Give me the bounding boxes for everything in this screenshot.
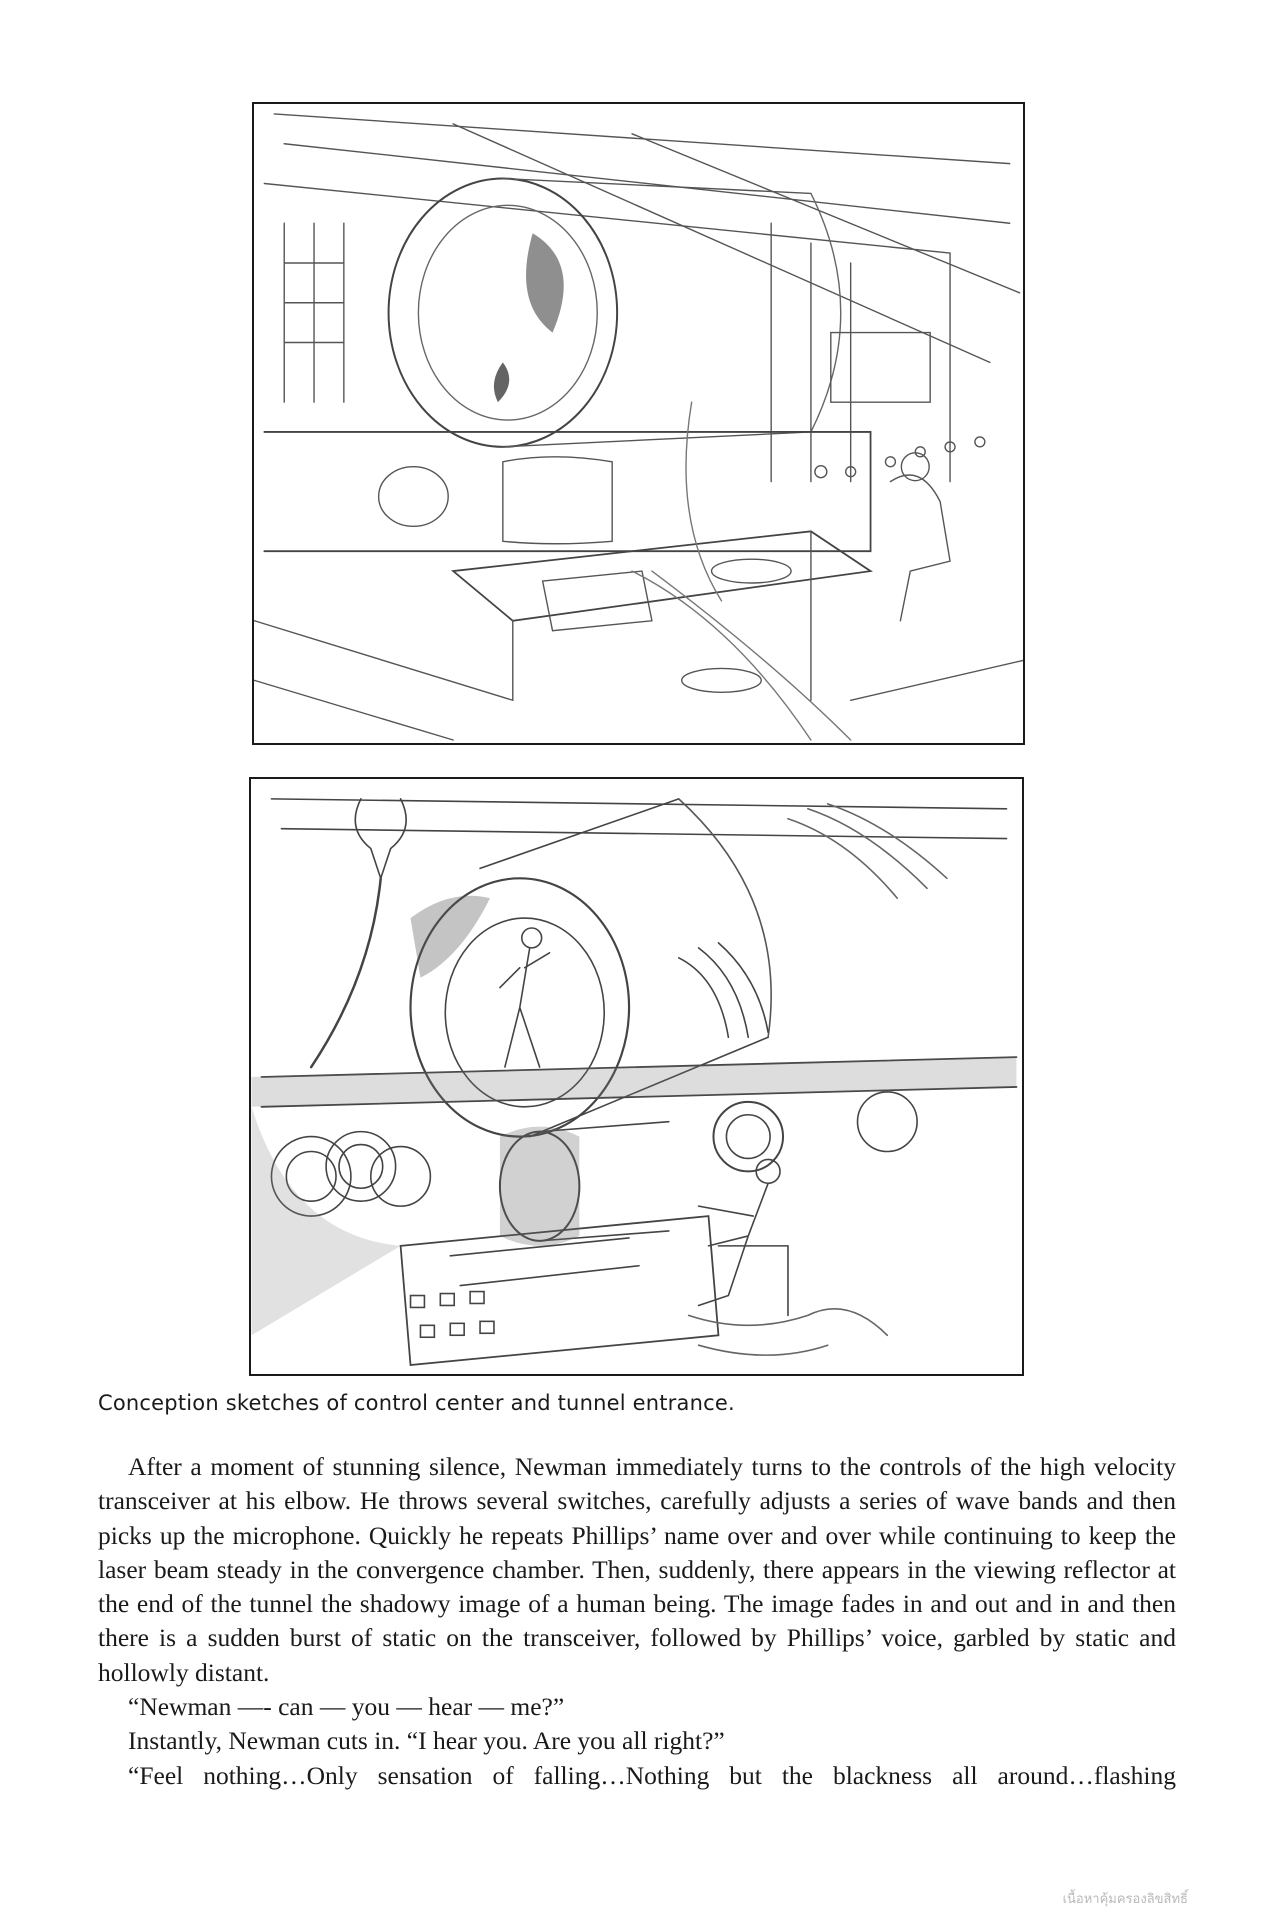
paragraph: Instantly, Newman cuts in. “I hear you. Are you all right?” [128,1726,725,1756]
sketch-tunnel-entrance [249,777,1024,1376]
sketch-control-center [252,102,1025,745]
figure-caption: Conception sketches of control center and tunnel entrance. [98,1391,735,1415]
sketch-tunnel-entrance-drawing [251,779,1022,1374]
body-text [98,1450,1176,1793]
sketch-control-center-drawing [254,104,1023,743]
copyright-watermark: เนื้อหาคุ้มครองลิขสิทธิ์ [1062,1892,1188,1907]
paragraph: “Feel nothing…Only sensation of falling…Nothing but the blackness all around…flashing [128,1760,1176,1790]
paragraph: “Newman —- can — you — hear — me?” [128,1692,565,1722]
paragraph: After a moment of stunning silence, Newman immediately turns to the controls of the high velocity transceiver at his elbow. He throws several switches, carefully adjusts a series of wave bands and then picks up the microphone. Quickly he repeats Phillips’ name over and over while continuing to keep the laser beam steady in the convergence chamber. Then, suddenly, there appears in the viewing reflector at the end of the tunnel the shadowy image of a human being. The image fades in and out and in and then there is a sudden burst of static on the transceiver, followed by Phillips’ voice, garbled by static and hollowly distant. [98,1452,1176,1687]
